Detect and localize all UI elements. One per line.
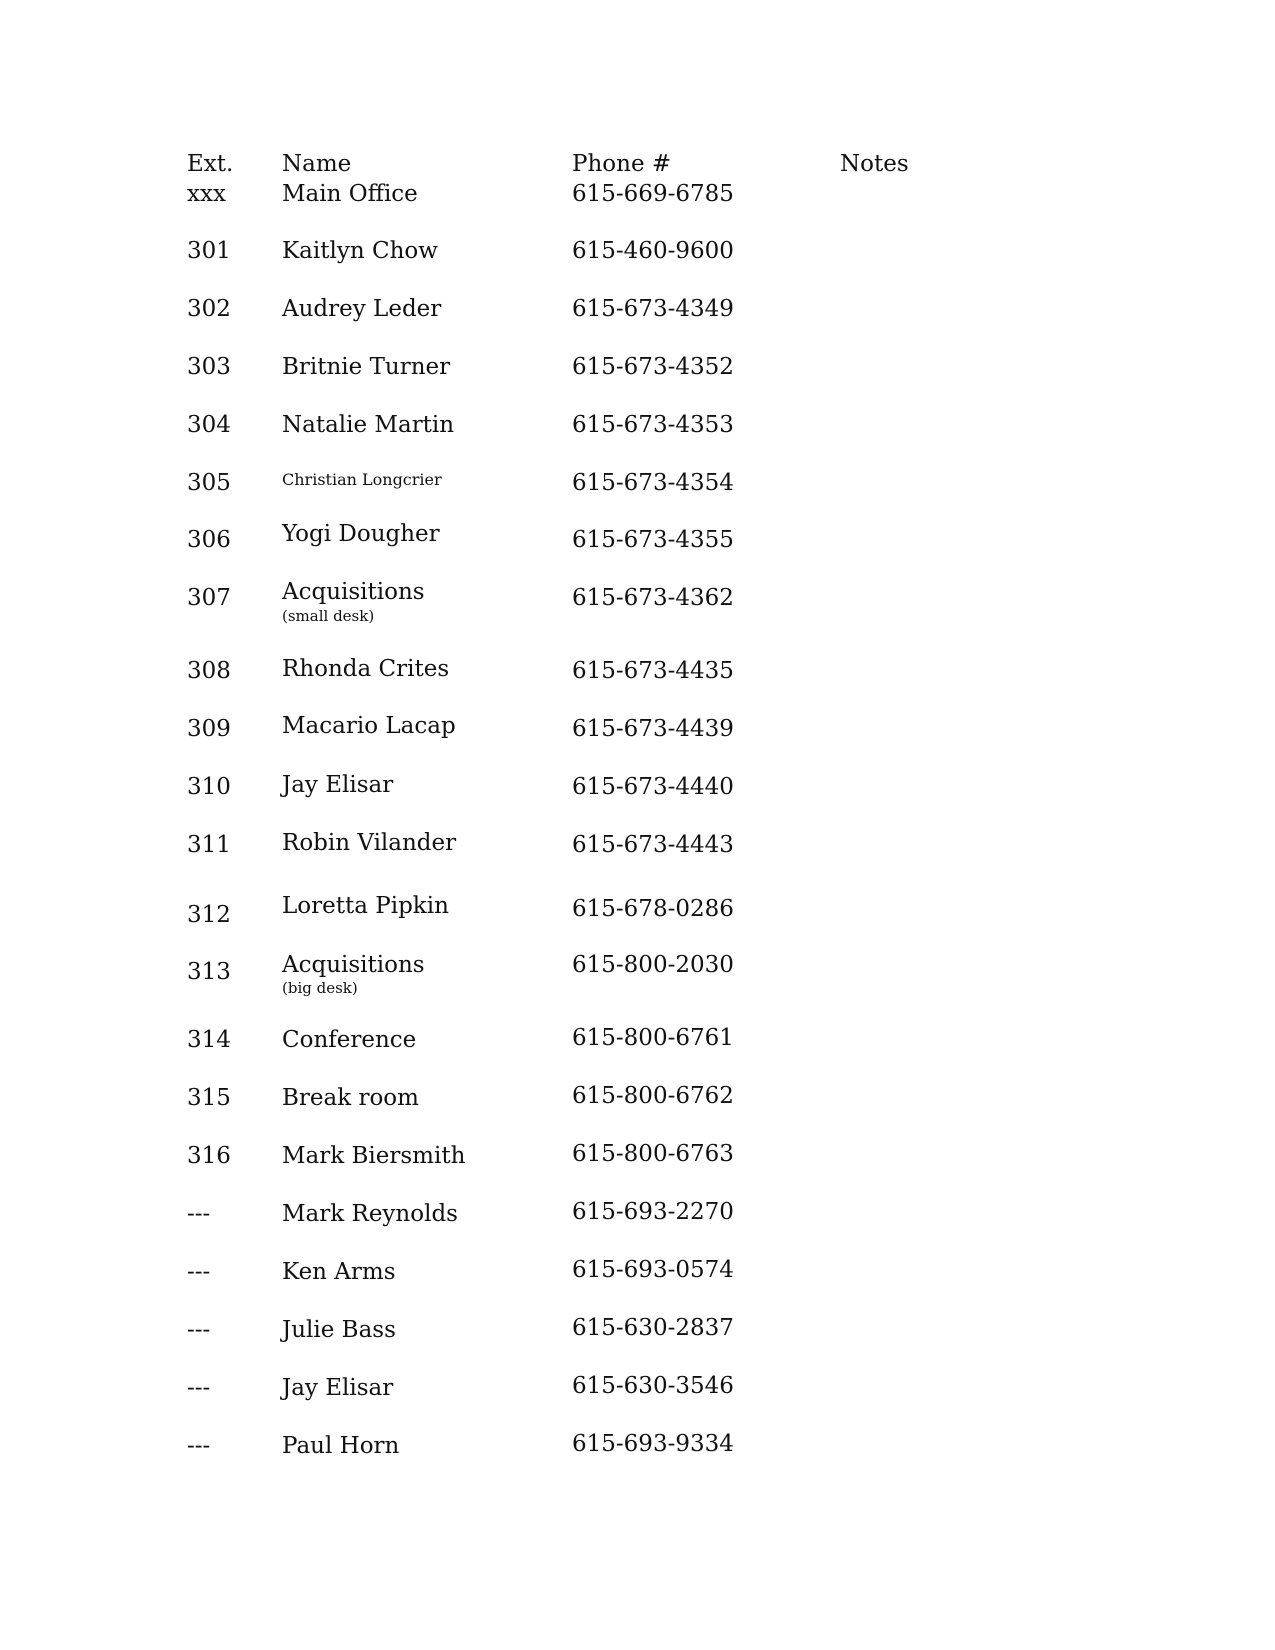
row-ext: 313 <box>187 959 231 985</box>
row-ext: 303 <box>187 354 231 380</box>
row-name: Mark Biersmith <box>282 1143 466 1169</box>
row-phone: 615-800-6761 <box>572 1025 734 1051</box>
row-phone: 615-669-6785 <box>572 181 734 207</box>
row-ext: 308 <box>187 658 231 684</box>
header-ext: Ext. <box>187 151 234 177</box>
row-phone: 615-800-6762 <box>572 1083 734 1109</box>
row-ext: --- <box>187 1317 211 1343</box>
row-name: Yogi Dougher <box>282 521 440 547</box>
row-ext: xxx <box>187 181 226 207</box>
row-name: Robin Vilander <box>282 830 457 856</box>
row-phone: 615-673-4440 <box>572 774 734 800</box>
row-ext: 301 <box>187 238 231 264</box>
row-name: Kaitlyn Chow <box>282 238 438 264</box>
row-ext: 315 <box>187 1085 231 1111</box>
row-phone: 615-673-4435 <box>572 658 734 684</box>
row-name: Paul Horn <box>282 1433 400 1459</box>
row-ext: 312 <box>187 902 231 928</box>
row-phone: 615-460-9600 <box>572 238 734 264</box>
row-ext: 305 <box>187 470 231 496</box>
row-ext: 311 <box>187 832 231 858</box>
header-name: Name <box>282 151 352 177</box>
row-phone: 615-800-2030 <box>572 952 734 978</box>
row-ext: 302 <box>187 296 231 322</box>
row-ext: 310 <box>187 774 231 800</box>
header-phone: Phone # <box>572 151 672 177</box>
row-ext: --- <box>187 1201 211 1227</box>
row-ext: --- <box>187 1375 211 1401</box>
row-name: Loretta Pipkin <box>282 893 449 919</box>
row-phone: 615-673-4352 <box>572 354 734 380</box>
row-phone: 615-693-0574 <box>572 1257 734 1283</box>
row-phone: 615-673-4353 <box>572 412 734 438</box>
row-name: Acquisitions <box>282 579 425 605</box>
row-name: Break room <box>282 1085 419 1111</box>
row-name: Conference <box>282 1027 417 1053</box>
row-name: Britnie Turner <box>282 354 451 380</box>
row-phone: 615-693-9334 <box>572 1431 734 1457</box>
header-notes: Notes <box>840 151 909 177</box>
row-name: Mark Reynolds <box>282 1201 458 1227</box>
row-ext: --- <box>187 1259 211 1285</box>
row-phone: 615-673-4355 <box>572 527 734 553</box>
row-name: Natalie Martin <box>282 412 455 438</box>
row-name: Julie Bass <box>282 1317 396 1343</box>
row-phone: 615-673-4362 <box>572 585 734 611</box>
row-ext: 316 <box>187 1143 231 1169</box>
row-ext: 309 <box>187 716 231 742</box>
row-phone: 615-678-0286 <box>572 896 734 922</box>
row-name: Jay Elisar <box>282 1375 394 1401</box>
row-ext: --- <box>187 1433 211 1459</box>
row-ext: 314 <box>187 1027 231 1053</box>
row-name: Acquisitions <box>282 952 425 978</box>
row-name: Christian Longcrier <box>282 470 442 489</box>
row-name: Audrey Leder <box>282 296 442 322</box>
row-phone: 615-673-4354 <box>572 470 734 496</box>
row-phone: 615-673-4443 <box>572 832 734 858</box>
row-phone: 615-673-4439 <box>572 716 734 742</box>
row-name: Ken Arms <box>282 1259 396 1285</box>
row-phone: 615-630-2837 <box>572 1315 734 1341</box>
row-ext: 304 <box>187 412 231 438</box>
row-phone: 615-800-6763 <box>572 1141 734 1167</box>
row-name: Main Office <box>282 181 418 207</box>
row-ext: 307 <box>187 585 231 611</box>
row-ext: 306 <box>187 527 231 553</box>
row-phone: 615-673-4349 <box>572 296 734 322</box>
row-subnote: (big desk) <box>282 979 358 997</box>
row-name: Rhonda Crites <box>282 656 450 682</box>
row-subnote: (small desk) <box>282 607 375 625</box>
row-phone: 615-630-3546 <box>572 1373 734 1399</box>
row-name: Jay Elisar <box>282 772 394 798</box>
row-phone: 615-693-2270 <box>572 1199 734 1225</box>
row-name: Macario Lacap <box>282 713 456 739</box>
